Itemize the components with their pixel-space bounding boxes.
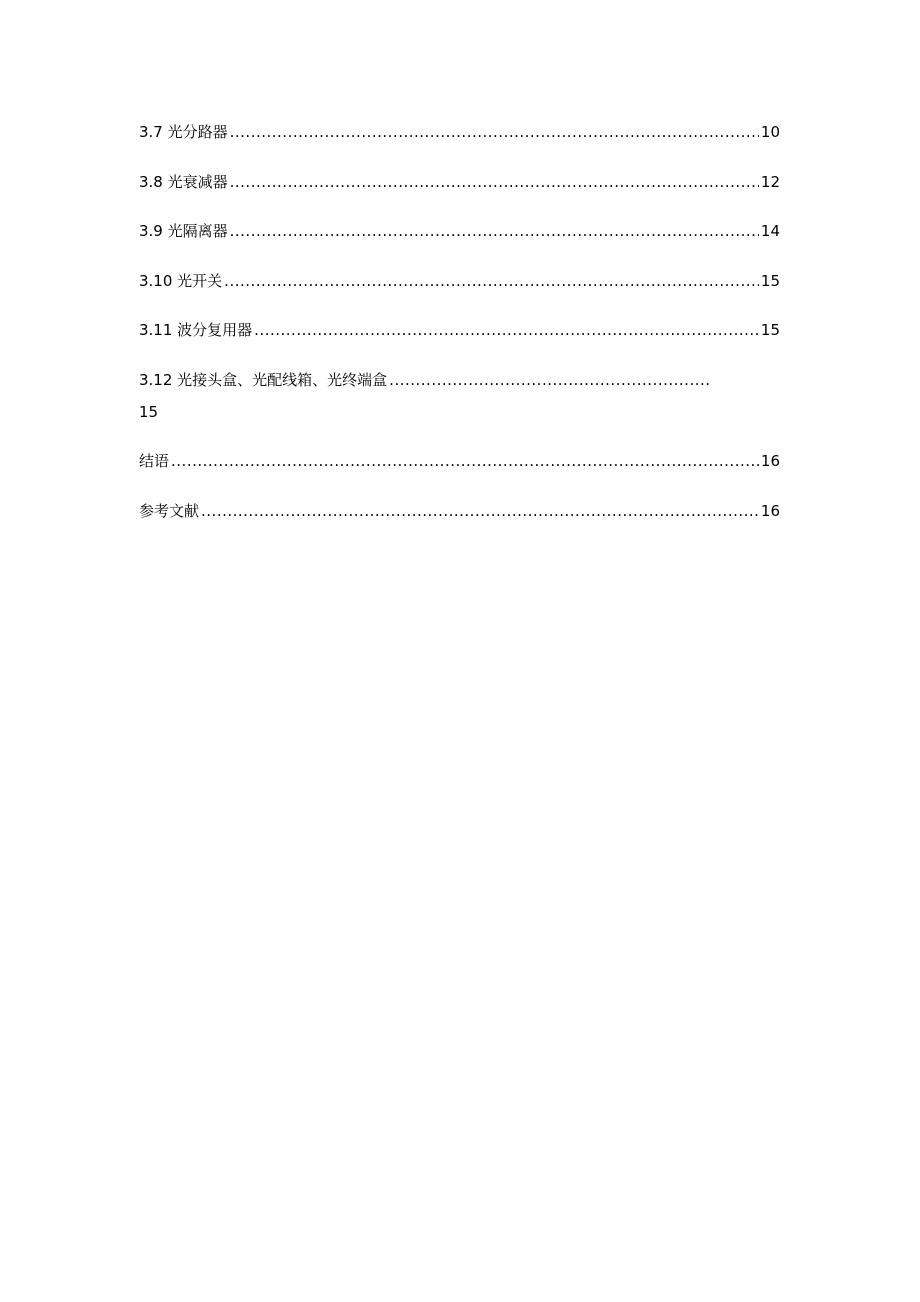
toc-entry-page: 15 bbox=[760, 321, 780, 339]
toc-entry-page: 15 bbox=[139, 402, 159, 421]
toc-entry-title: 结语 bbox=[139, 452, 170, 470]
toc-entry-title: 3.11 波分复用器 bbox=[139, 321, 253, 339]
toc-entry-3-11[interactable] bbox=[139, 317, 780, 343]
toc-entry-3-7[interactable] bbox=[139, 119, 780, 145]
toc-entry-page: 10 bbox=[760, 123, 780, 141]
toc-entry-3-8[interactable] bbox=[139, 169, 780, 195]
toc-entry-3-9[interactable] bbox=[139, 218, 780, 244]
toc-dot-leader bbox=[230, 218, 759, 244]
toc-dot-leader bbox=[230, 169, 759, 195]
toc-dot-leader bbox=[389, 367, 711, 393]
toc-entry-title: 3.7 光分路器 bbox=[139, 123, 228, 141]
toc-entry-title: 3.12 光接头盒、光配线箱、光终端盒 bbox=[139, 370, 388, 389]
table-of-contents bbox=[139, 119, 780, 547]
toc-entry-page: 16 bbox=[760, 501, 780, 520]
toc-entry-3-12[interactable] bbox=[139, 367, 780, 425]
toc-entry-3-10[interactable] bbox=[139, 268, 780, 294]
toc-entry-page: 14 bbox=[760, 222, 780, 240]
toc-dot-leader bbox=[201, 498, 759, 524]
toc-dot-leader bbox=[171, 448, 759, 474]
toc-entry-page: 12 bbox=[760, 172, 780, 191]
toc-entry-title: 3.8 光衰减器 bbox=[139, 172, 228, 191]
toc-entry-title-line bbox=[139, 367, 780, 393]
toc-entry-references[interactable] bbox=[139, 498, 780, 524]
toc-entry-page: 16 bbox=[760, 452, 780, 470]
toc-entry-title: 参考文献 bbox=[139, 501, 200, 520]
toc-dot-leader bbox=[254, 317, 759, 343]
toc-entry-title: 3.9 光隔离器 bbox=[139, 222, 228, 240]
toc-entry-conclusion[interactable] bbox=[139, 448, 780, 474]
toc-dot-leader bbox=[224, 268, 759, 294]
toc-entry-title: 3.10 光开关 bbox=[139, 271, 223, 290]
toc-dot-leader bbox=[230, 119, 759, 145]
toc-entry-page: 15 bbox=[760, 271, 780, 290]
